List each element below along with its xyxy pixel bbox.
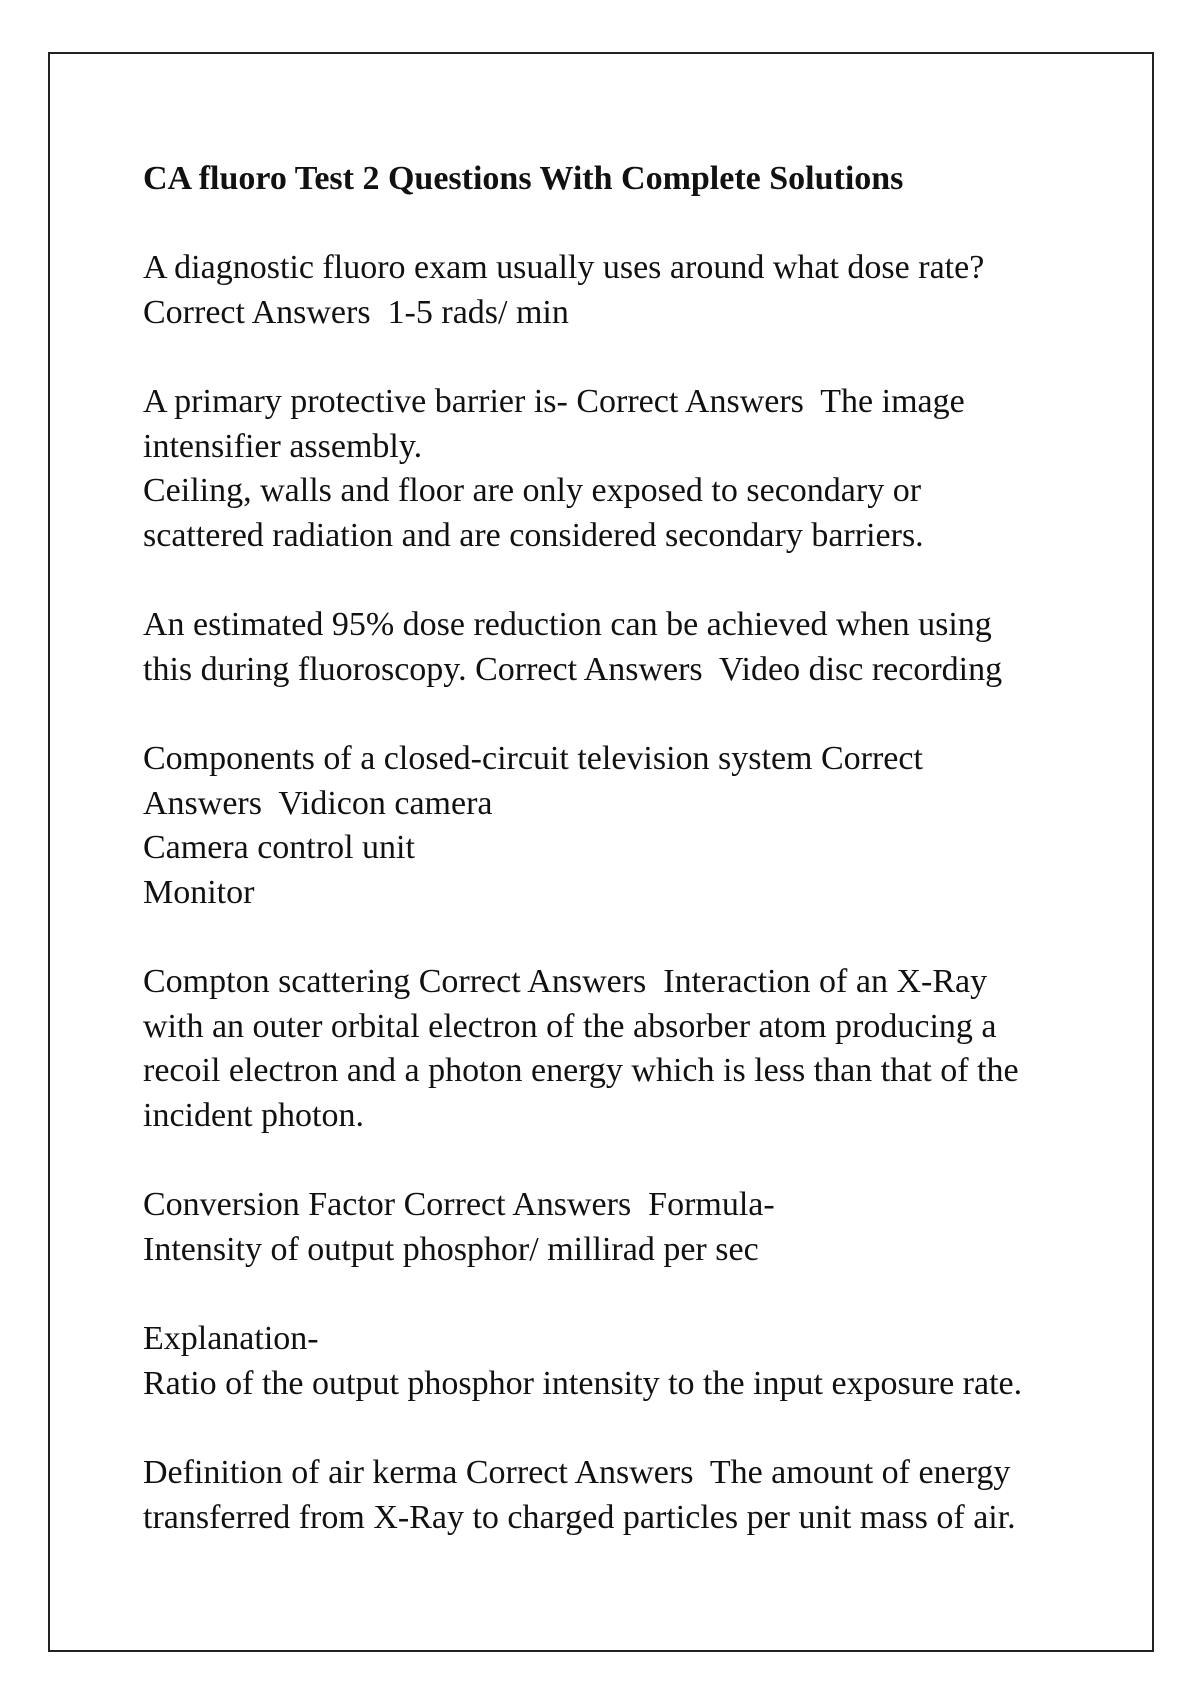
text-line: A diagnostic fluoro exam usually uses around what dose rate?: [143, 249, 985, 286]
qa-block-primary-barrier: [143, 380, 1083, 558]
text-line: Ratio of the output phosphor intensity to the input exposure rate.: [143, 1364, 1023, 1402]
text-line: Camera control unit: [143, 829, 415, 866]
document-title: CA fluoro Test 2 Questions With Complete Solutions: [143, 160, 904, 197]
text-line: Definition of air kerma Correct Answers The amount of energy: [143, 1454, 1011, 1491]
text-line: incident photon.: [143, 1096, 364, 1134]
text-line: Compton scattering Correct Answers Interaction of an X-Ray: [143, 963, 988, 1000]
text-line: An estimated 95% dose reduction can be achieved when using: [143, 606, 992, 643]
qa-block-air-kerma: [143, 1451, 1083, 1540]
text-line: recoil electron and a photon energy which is less than that of the: [143, 1052, 1019, 1089]
text-line: A primary protective barrier is- Correct Answers The image: [143, 383, 965, 420]
qa-block-dose-reduction: [143, 603, 1083, 692]
text-line: Conversion Factor Correct Answers Formula-: [143, 1186, 775, 1223]
text-line: transferred from X-Ray to charged particles per unit mass of air.: [143, 1498, 1016, 1536]
text-line: Intensity of output phosphor/ millirad per sec: [143, 1230, 759, 1268]
qa-block-dose-rate: [143, 246, 1083, 335]
text-line: scattered radiation and are considered secondary barriers.: [143, 516, 924, 554]
text-line: Components of a closed-circuit television system Correct: [143, 740, 923, 777]
text-line: Answers Vidicon camera: [143, 784, 493, 822]
text-line: with an outer orbital electron of the absorber atom producing a: [143, 1007, 997, 1045]
qa-block-explanation: [143, 1317, 1083, 1406]
document-body: [143, 157, 1083, 1585]
text-line: Correct Answers 1-5 rads/ min: [143, 293, 569, 331]
text-line: Explanation-: [143, 1320, 319, 1357]
qa-block-cctv-components: [143, 737, 1083, 915]
qa-block-conversion-factor: [143, 1183, 1083, 1272]
text-line: intensifier assembly.: [143, 427, 423, 465]
text-line: this during fluoroscopy. Correct Answers Video disc recording: [143, 650, 1003, 688]
text-line: Monitor: [143, 873, 255, 911]
text-line: Ceiling, walls and floor are only exposed to secondary or: [143, 472, 922, 509]
qa-block-compton-scattering: [143, 960, 1083, 1138]
